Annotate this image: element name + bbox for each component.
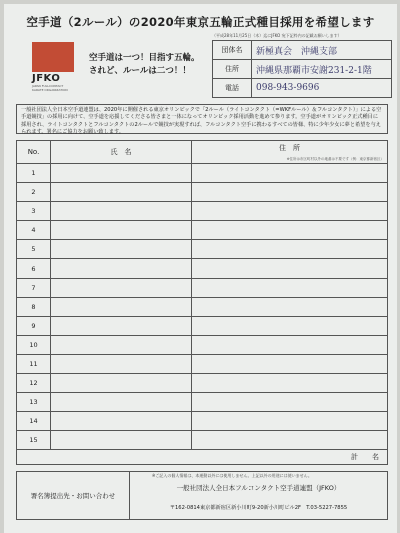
name-cell[interactable] (51, 221, 192, 240)
table-row (17, 183, 388, 202)
col-name-header: 氏 名 (51, 141, 192, 164)
table-row (17, 431, 388, 450)
row-number: 6 (17, 259, 51, 278)
signature-table (16, 140, 388, 465)
contact-address: 〒162-0814東京都新宿区新小川町9-20新小川町ビル2F T.03-5227-7855 (169, 505, 348, 511)
jfko-logo (32, 38, 74, 96)
slogan (89, 52, 200, 78)
logo-mark (32, 42, 74, 72)
row-number: 7 (17, 278, 51, 297)
table-row (17, 335, 388, 354)
name-cell[interactable] (51, 354, 192, 373)
address-cell[interactable] (192, 393, 388, 412)
contact-label: 署名簿提出先・お問い合わせ (17, 472, 130, 520)
table-row (17, 412, 388, 431)
name-cell[interactable] (51, 393, 192, 412)
address-cell[interactable] (192, 297, 388, 316)
name-cell[interactable] (51, 374, 192, 393)
slogan-line-2: されど、ルールは二つ！！ (89, 66, 191, 76)
address-cell[interactable] (192, 183, 388, 202)
table-row (17, 316, 388, 335)
signature-table-header (17, 141, 388, 164)
table-row (17, 202, 388, 221)
name-cell[interactable] (51, 202, 192, 221)
phone-value[interactable]: 098-943-9696 (252, 79, 392, 98)
table-row (17, 259, 388, 278)
organization-info-table (212, 40, 392, 98)
address-cell[interactable] (192, 374, 388, 393)
row-number: 1 (17, 164, 51, 183)
row-number: 12 (17, 374, 51, 393)
address-cell[interactable] (192, 412, 388, 431)
slogan-line-1: 空手道は一つ！目指す五輪。 (89, 53, 200, 63)
contact-table (16, 471, 388, 520)
total-label: 計 名 (17, 450, 388, 465)
name-cell[interactable] (51, 297, 192, 316)
phone-label: 電話 (213, 79, 252, 98)
logo-subtext: JAPAN FULLCONTACT KARATE ORGANIZATION (32, 84, 68, 92)
table-row (17, 374, 388, 393)
name-cell[interactable] (51, 164, 192, 183)
name-cell[interactable] (51, 431, 192, 450)
address-cell[interactable] (192, 316, 388, 335)
appeal-text: 一般社団法人全日本空手道連盟は、2020年に開催される東京オリンピックで「2ルール（ライトコンタクト（=WKFルール）＆フルコンタクト）」による空手道競技」の採用に向けて、空手道を応援してくださる皆さまと一体になってオリンピック採用活動を進めて参ります。空手道がオリンピック正式種目に採用され、ライトコンタクトとフルコンタクトの2ルールで競技が実現すれば、フルコンタクト空手に携わるすべての皆様、特に少年少女に夢と希望を与えられます。署名にご協力をお願い致します。 (16, 104, 388, 134)
contact-org: 一般社団法人全日本フルコンタクト空手道連盟（JFKO） (176, 484, 341, 492)
logo-brand: JFKO (32, 73, 61, 84)
address-cell[interactable] (192, 335, 388, 354)
deadline-note: （平成28年11月25日（木）迄にJFKO 宛下記枠内の記載お願いします） (212, 33, 342, 38)
contact-details (130, 472, 388, 520)
col-address-header (192, 141, 388, 164)
name-cell[interactable] (51, 412, 192, 431)
table-row (17, 164, 388, 183)
row-number: 10 (17, 335, 51, 354)
row-number: 14 (17, 412, 51, 431)
address-cell[interactable] (192, 164, 388, 183)
address-label: 住所 (213, 60, 252, 79)
address-cell[interactable] (192, 240, 388, 259)
address-value[interactable]: 沖縄県那覇市安謝231-2-1階 (252, 60, 392, 79)
address-cell[interactable] (192, 221, 388, 240)
row-number: 9 (17, 316, 51, 335)
table-row (17, 278, 388, 297)
row-number: 5 (17, 240, 51, 259)
col-no-header: No. (17, 141, 51, 164)
col-address-title: 住 所 (279, 144, 300, 152)
privacy-note: ※ご記入の個人情報は、本運動以外には使用しません。上記以外の用途には使いません。 (152, 473, 312, 478)
row-number: 15 (17, 431, 51, 450)
petition-sheet (4, 4, 397, 533)
name-cell[interactable] (51, 316, 192, 335)
col-address-note: ※住所は市区町村以外の地番は不要です（例：東京都新宿区） (286, 157, 384, 161)
table-row (17, 221, 388, 240)
address-cell[interactable] (192, 259, 388, 278)
table-row (17, 240, 388, 259)
row-number: 2 (17, 183, 51, 202)
table-row (17, 354, 388, 373)
name-cell[interactable] (51, 183, 192, 202)
name-cell[interactable] (51, 240, 192, 259)
table-row (17, 297, 388, 316)
name-cell[interactable] (51, 335, 192, 354)
address-cell[interactable] (192, 202, 388, 221)
name-cell[interactable] (51, 278, 192, 297)
address-cell[interactable] (192, 431, 388, 450)
row-number: 3 (17, 202, 51, 221)
row-number: 13 (17, 393, 51, 412)
address-cell[interactable] (192, 354, 388, 373)
group-name-value[interactable]: 新極真会 沖縄支部 (252, 41, 392, 60)
name-cell[interactable] (51, 259, 192, 278)
row-number: 4 (17, 221, 51, 240)
table-row (17, 393, 388, 412)
group-name-label: 団体名 (213, 41, 252, 60)
total-row (17, 450, 388, 465)
address-cell[interactable] (192, 278, 388, 297)
row-number: 11 (17, 354, 51, 373)
row-number: 8 (17, 297, 51, 316)
page-title: 空手道（2ルール）の2020年東京五輪正式種目採用を希望します (26, 15, 375, 29)
